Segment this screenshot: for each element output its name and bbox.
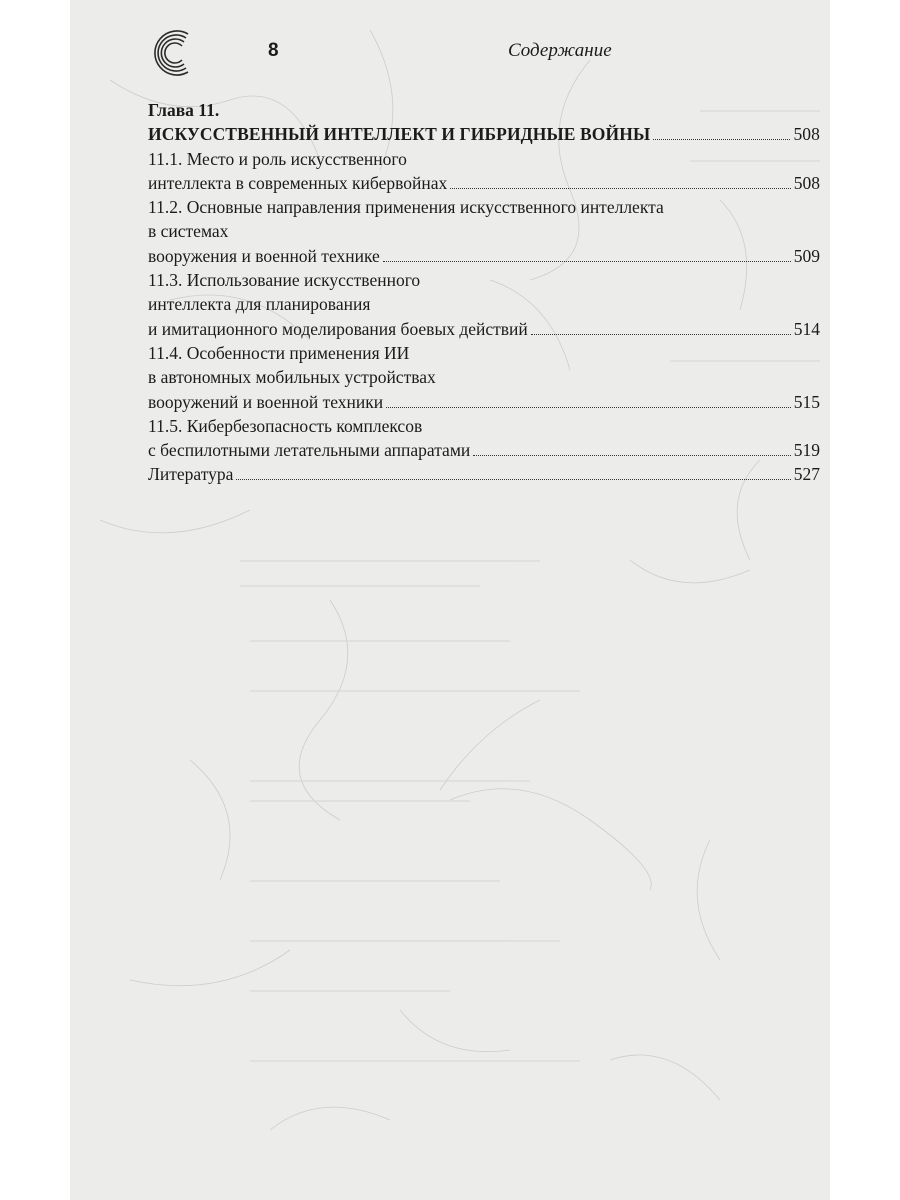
dot-leader — [450, 187, 791, 189]
toc-entry-line: в системах — [148, 221, 229, 242]
chapter-label: Глава 11. — [148, 100, 220, 120]
dot-leader — [653, 138, 790, 140]
table-of-contents — [148, 98, 828, 487]
toc-entry-last-line: вооружений и военной техники — [148, 391, 384, 412]
dot-leader — [531, 333, 791, 335]
toc-entry-last-line: и имитационного моделирования боевых действий — [148, 318, 528, 339]
page-header — [148, 28, 828, 78]
toc-entry-line: 11.3. Использование искусственного — [148, 270, 421, 291]
dot-leader — [383, 260, 791, 262]
dot-leader — [236, 478, 790, 480]
toc-entry-row — [148, 244, 820, 268]
toc-entry-page: 527 — [793, 464, 820, 485]
toc-entry-page: 508 — [793, 172, 820, 193]
toc-entry-line: 11.1. Место и роль искусственного — [148, 148, 407, 169]
dot-leader — [473, 454, 790, 456]
toc-entry-line: интеллекта для планирования — [148, 294, 371, 315]
toc-entry-row-literature — [148, 462, 820, 486]
toc-entry-line: 11.4. Особенности применения ИИ — [148, 342, 410, 363]
running-title: Содержание — [508, 40, 612, 61]
dot-leader — [386, 406, 791, 408]
chapter-title: ИСКУССТВЕННЫЙ ИНТЕЛЛЕКТ И ГИБРИДНЫЕ ВОЙНЫ — [148, 124, 651, 145]
toc-entry-page: 515 — [793, 391, 820, 412]
toc-entry-last-line: Литература — [148, 464, 234, 485]
toc-entry-line: в автономных мобильных устройствах — [148, 367, 436, 388]
toc-entry-last-line: интеллекта в современных кибервойнах — [148, 172, 448, 193]
toc-entry-row — [148, 171, 820, 195]
toc-entry-last-line: с беспилотными летательными аппаратами — [148, 440, 471, 461]
toc-entry-page: 519 — [793, 440, 820, 461]
page-number: 8 — [268, 40, 279, 61]
toc-entry-last-line: вооружения и военной технике — [148, 245, 380, 266]
concentric-arcs-logo-icon — [148, 28, 202, 78]
toc-entry-row — [148, 438, 820, 462]
toc-entry-page: 514 — [793, 318, 820, 339]
toc-entry-line: 11.5. Кибербезопасность комплексов — [148, 415, 423, 436]
toc-entry-page: 509 — [793, 245, 820, 266]
toc-entry-row — [148, 317, 820, 341]
toc-entry-row — [148, 390, 820, 414]
chapter-page: 508 — [793, 124, 820, 145]
chapter-title-row — [148, 122, 820, 146]
toc-entry-line: 11.2. Основные направления применения искусственного интеллекта — [148, 197, 664, 218]
book-page — [70, 0, 830, 1200]
